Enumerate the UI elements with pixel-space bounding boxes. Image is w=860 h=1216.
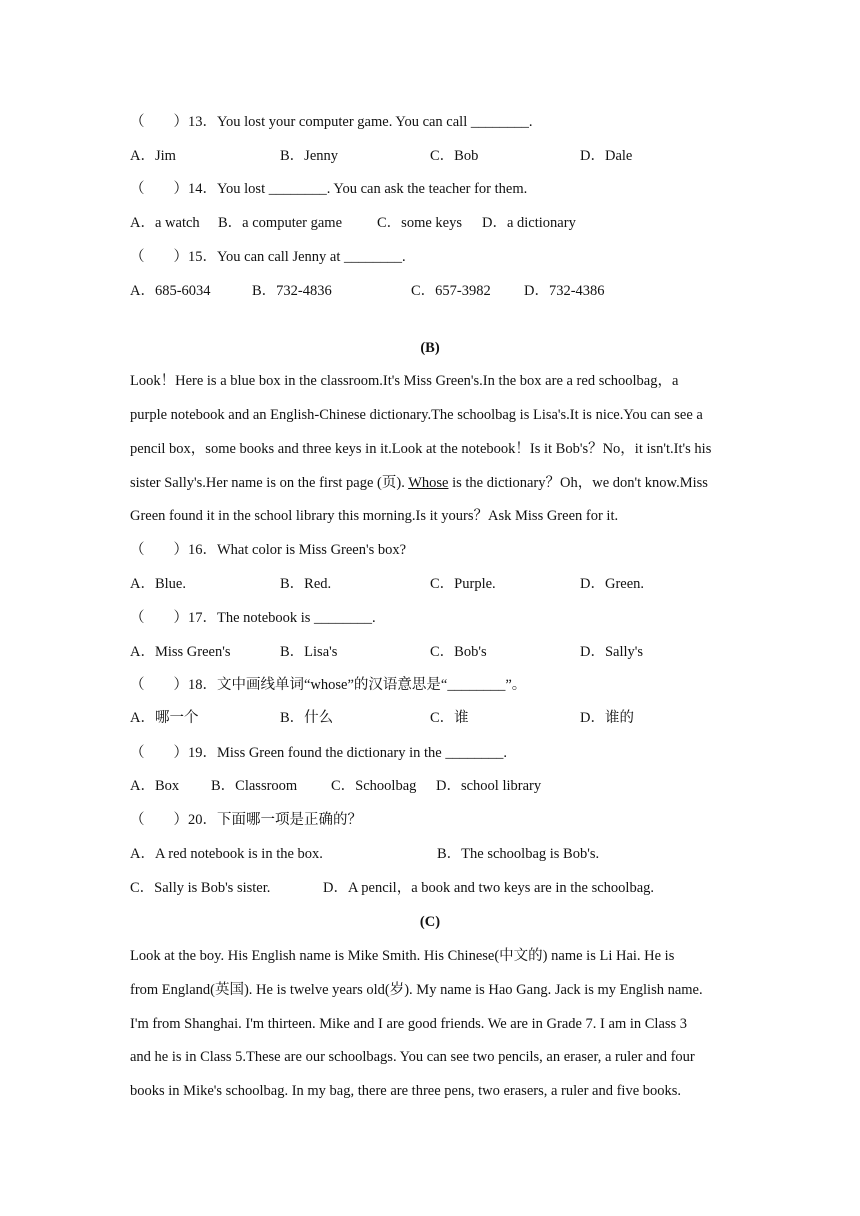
question-20-option-b: B．The schoolbag is Bob's. bbox=[437, 846, 600, 862]
question-14-option-d: D．a dictionary bbox=[482, 215, 576, 231]
question-18-option-d: D．谁的 bbox=[580, 710, 634, 726]
passage-c-line-4: and he is in Class 5.These are our schoolbags. You can see two pencils, an eraser, a ruler and four bbox=[130, 1049, 695, 1065]
section-b-heading: (B) bbox=[420, 340, 440, 356]
passage-b-line-4-end: is the dictionary？Oh，we don't know.Miss bbox=[448, 475, 708, 491]
question-19-option-a: A．Box bbox=[130, 778, 180, 794]
passage-b-line-3: pencil box，some books and three keys in it.Look at the notebook！Is it Bob's？No，it isn't.It's his bbox=[130, 441, 712, 457]
passage-b-line-4 bbox=[130, 473, 708, 493]
passage-c-line-3: I'm from Shanghai. I'm thirteen. Mike and I are good friends. We are in Grade 7. I am in Class 3 bbox=[130, 1016, 688, 1032]
question-13-option-a: A．Jim bbox=[130, 148, 176, 164]
question-13-option-d: D．Dale bbox=[580, 148, 633, 164]
question-15-option-c: C．657-3982 bbox=[411, 283, 491, 299]
question-20-option-c: C．Sally is Bob's sister. bbox=[130, 880, 271, 896]
question-15-option-b: B．732-4836 bbox=[252, 283, 332, 299]
question-15-option-a: A．685-6034 bbox=[130, 283, 211, 299]
question-13-option-c: C．Bob bbox=[430, 148, 479, 164]
passage-b-line-4-start: sister Sally's.Her name is on the first page (页). bbox=[130, 475, 409, 491]
question-17-option-c: C．Bob's bbox=[430, 644, 487, 660]
question-16-option-a: A．Blue. bbox=[130, 576, 186, 592]
question-18-stem: （ ）18．文中画线单词“whose”的汉语意思是“________”。 bbox=[130, 677, 527, 693]
question-15-stem: （ ）15．You can call Jenny at ________. bbox=[130, 249, 406, 265]
question-13-stem: （ ）13．You lost your computer game. You can call ________. bbox=[130, 114, 533, 130]
question-17-option-a: A．Miss Green's bbox=[130, 644, 231, 660]
question-16-option-b: B．Red. bbox=[280, 576, 332, 592]
question-19-stem: （ ）19．Miss Green found the dictionary in the ________. bbox=[130, 745, 507, 761]
question-17-option-d: D．Sally's bbox=[580, 644, 644, 660]
question-14-option-a: A．a watch bbox=[130, 215, 200, 231]
question-14-stem: （ ）14．You lost ________. You can ask the teacher for them. bbox=[130, 181, 528, 197]
passage-b-line-2: purple notebook and an English-Chinese dictionary.The schoolbag is Lisa's.It is nice.You can see a bbox=[130, 407, 703, 423]
question-16-stem: （ ）16．What color is Miss Green's box? bbox=[130, 542, 407, 558]
passage-c-line-2: from England(英国). He is twelve years old(岁). My name is Hao Gang. Jack is my English name. bbox=[130, 982, 703, 998]
question-14-option-c: C．some keys bbox=[377, 215, 462, 231]
question-18-option-a: A．哪一个 bbox=[130, 710, 199, 726]
passage-b-line-5: Green found it in the school library this morning.Is it yours？Ask Miss Green for it. bbox=[130, 508, 619, 524]
section-c-heading: (C) bbox=[419, 914, 441, 930]
question-18-option-c: C．谁 bbox=[430, 710, 469, 726]
question-20-stem: （ ）20．下面哪一项是正确的？ bbox=[130, 812, 362, 828]
question-15-option-d: D．732-4386 bbox=[524, 283, 605, 299]
passage-b-line-1: Look！Here is a blue box in the classroom.It's Miss Green's.In the box are a red schoolbag，a bbox=[130, 373, 679, 389]
question-18-option-b: B．什么 bbox=[280, 710, 334, 726]
question-20-option-d: D．A pencil，a book and two keys are in the schoolbag. bbox=[323, 880, 655, 896]
question-19-option-b: B．Classroom bbox=[211, 778, 298, 794]
passage-c-line-1: Look at the boy. His English name is Mike Smith. His Chinese(中文的) name is Li Hai. He is bbox=[130, 948, 675, 964]
question-17-option-b: B．Lisa's bbox=[280, 644, 338, 660]
question-19-option-c: C．Schoolbag bbox=[331, 778, 417, 794]
question-20-option-a: A．A red notebook is in the box. bbox=[130, 846, 323, 862]
passage-c-line-5: books in Mike's schoolbag. In my bag, there are three pens, two erasers, a ruler and five books. bbox=[130, 1083, 682, 1099]
question-19-option-d: D．school library bbox=[436, 778, 542, 794]
question-17-stem: （ ）17．The notebook is ________. bbox=[130, 610, 376, 626]
underlined-word-whose: Whose bbox=[408, 475, 449, 491]
question-14-option-b: B．a computer game bbox=[218, 215, 343, 231]
question-16-option-d: D．Green. bbox=[580, 576, 645, 592]
question-13-option-b: B．Jenny bbox=[280, 148, 338, 164]
question-16-option-c: C．Purple. bbox=[430, 576, 496, 592]
